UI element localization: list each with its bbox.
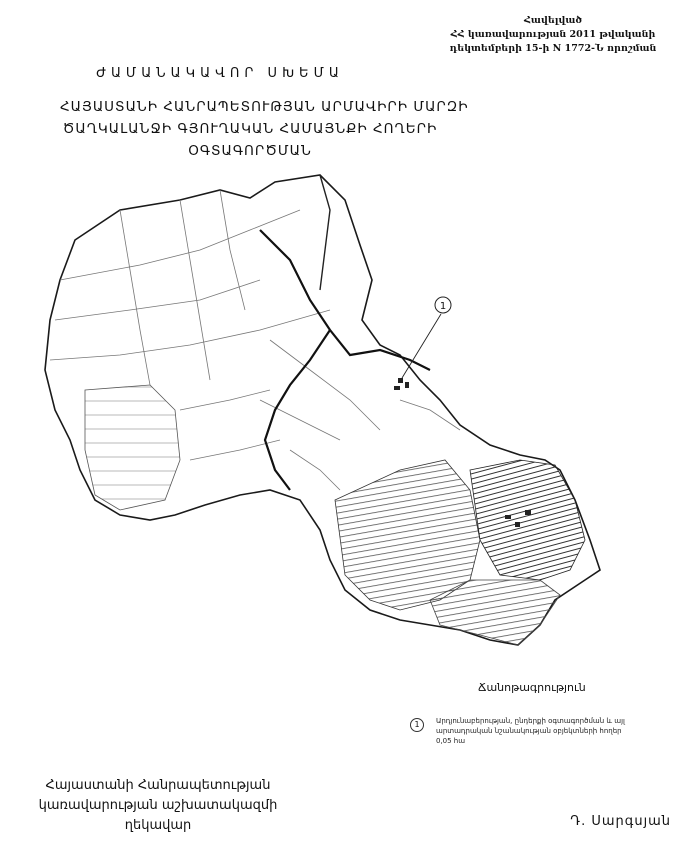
signatory-name: Դ. Սարգսյան — [570, 814, 671, 829]
legend-text: Արդյունաբերության, ընդերքի օգտագործման և այլ արտադրական նշանակության օբյեկտների հողեր 0,05 հա — [436, 717, 625, 745]
callout-label: 1 — [439, 301, 447, 312]
signatory-position — [8, 776, 308, 836]
approval-line-3: դեկտեմբերի 15-ի N 1772-Ն որոշման — [449, 43, 657, 54]
striped-fields — [85, 385, 180, 510]
legend-symbol: 1 — [410, 718, 424, 732]
approval-stamp — [433, 14, 673, 56]
subtitle-line-3: ՕԳՏԱԳՈՐԾՄԱՆ — [188, 143, 312, 159]
approval-line-2: ՀՀ կառավարության 2011 թվականի — [450, 29, 656, 40]
position-line-2: կառավարության աշխատակազմի — [38, 798, 278, 813]
scheme-title: ԺԱՄԱՆԱԿԱՎՈՐ ՍԽԵՄԱ — [96, 66, 344, 81]
position-line-1: Հայաստանի Հանրապետության — [45, 778, 271, 793]
subtitle-line-1: ՀԱՅԱՍՏԱՆԻ ՀԱՆՐԱՊԵՏՈՒԹՅԱՆ ԱՐՄԱՎԻՐԻ ՄԱՐԶԻ — [60, 99, 469, 115]
position-line-3: ղեկավար — [124, 818, 192, 833]
hatched-fields-east — [470, 460, 585, 580]
document-subtitle — [60, 96, 469, 162]
secondary-channel — [320, 175, 330, 290]
subtitle-line-2: ԾԱՂԿԱԼԱՆՋԻ ԳՅՈՒՂԱԿԱՆ ՀԱՄԱՅՆՔԻ ՀՈՂԵՐԻ — [62, 121, 438, 137]
legend-title: Ճանոթագրություն — [478, 681, 586, 694]
land-use-map — [0, 170, 685, 690]
callout-leader — [402, 314, 441, 378]
approval-line-1: Հավելված — [523, 15, 583, 26]
